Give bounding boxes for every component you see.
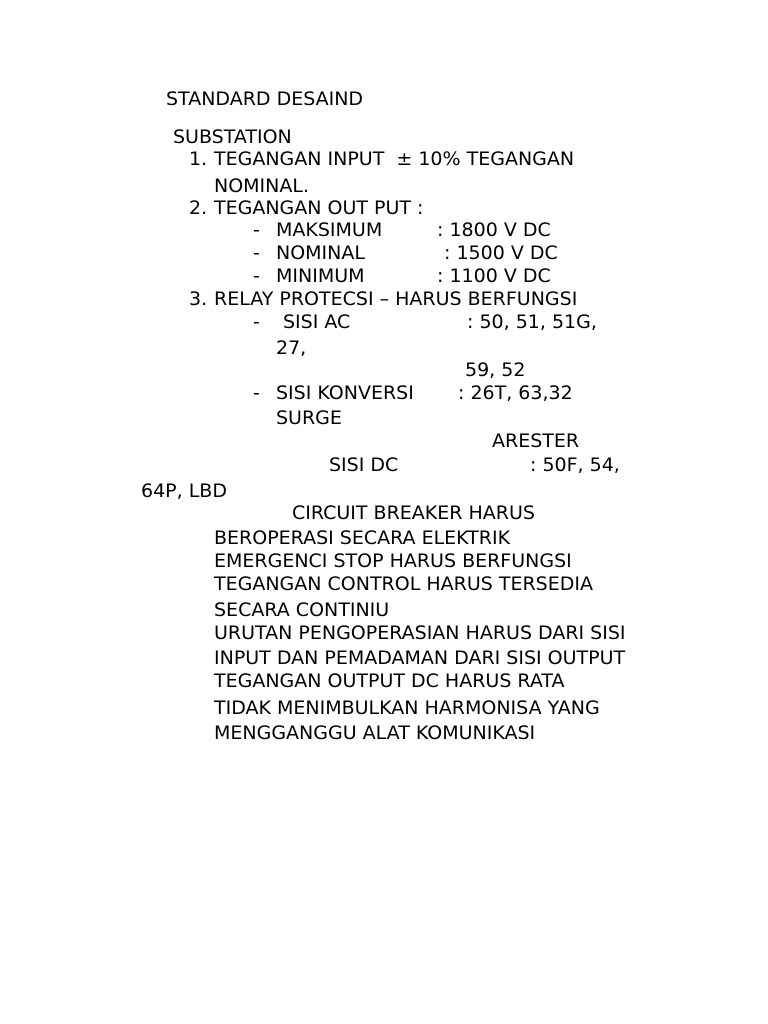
relay-label-dc: SISI DC	[329, 454, 399, 476]
item-1-text: TEGANGAN INPUT ± 10% TEGANGAN	[214, 148, 575, 170]
requirement-line: MENGGANGGU ALAT KOMUNIKASI	[214, 722, 536, 744]
requirement-line: INPUT DAN PEMADAMAN DARI SISI OUTPUT	[214, 647, 626, 669]
requirement-line: TEGANGAN OUTPUT DC HARUS RATA	[214, 670, 565, 692]
requirement-line: TIDAK MENIMBULKAN HARMONISA YANG	[214, 697, 600, 719]
list-dash: -	[253, 311, 260, 333]
relay-label-konversi: SISI KONVERSI	[276, 382, 414, 404]
requirement-line: EMERGENCI STOP HARUS BERFUNGSI	[214, 550, 572, 572]
list-dash: -	[253, 219, 260, 241]
relay-label-ac: SISI AC	[283, 311, 351, 333]
relay-value-ac-cont: 27,	[276, 337, 307, 359]
item-2-text: TEGANGAN OUT PUT :	[214, 197, 424, 219]
voltage-label-minimum: MINIMUM	[276, 265, 365, 287]
item-1-number: 1.	[189, 148, 208, 170]
item-2-number: 2.	[189, 197, 208, 219]
item-3-text: RELAY PROTECSI – HARUS BERFUNGSI	[214, 288, 578, 310]
section-heading: SUBSTATION	[173, 126, 292, 148]
voltage-value-maksimum: : 1800 V DC	[437, 219, 551, 241]
requirement-line: SECARA CONTINIU	[214, 599, 390, 621]
requirement-line: URUTAN PENGOPERASIAN HARUS DARI SISI	[214, 622, 626, 644]
item-1-continuation: NOMINAL.	[214, 175, 309, 197]
voltage-value-minimum: : 1100 V DC	[437, 265, 551, 287]
relay-value-ac-cont2: 59, 52	[465, 359, 526, 381]
voltage-label-nominal: NOMINAL	[276, 242, 365, 264]
relay-value-konversi-cont: SURGE	[276, 407, 342, 429]
voltage-label-maksimum: MAKSIMUM	[276, 219, 383, 241]
requirement-line: TEGANGAN CONTROL HARUS TERSEDIA	[214, 573, 593, 595]
relay-value-ac: : 50, 51, 51G,	[467, 311, 597, 333]
list-dash: -	[253, 265, 260, 287]
requirement-line: BEROPERASI SECARA ELEKTRIK	[214, 527, 511, 549]
list-dash: -	[253, 382, 260, 404]
item-3-number: 3.	[189, 288, 208, 310]
requirement-line: CIRCUIT BREAKER HARUS	[292, 502, 535, 524]
relay-value-dc: : 50F, 54,	[530, 454, 620, 476]
relay-value-konversi: : 26T, 63,32	[458, 382, 573, 404]
document-title: STANDARD DESAIND	[166, 88, 364, 110]
list-dash: -	[253, 242, 260, 264]
relay-value-konversi-cont2: ARESTER	[492, 430, 580, 452]
relay-value-dc-cont: 64P, LBD	[141, 480, 227, 502]
voltage-value-nominal: : 1500 V DC	[444, 242, 558, 264]
